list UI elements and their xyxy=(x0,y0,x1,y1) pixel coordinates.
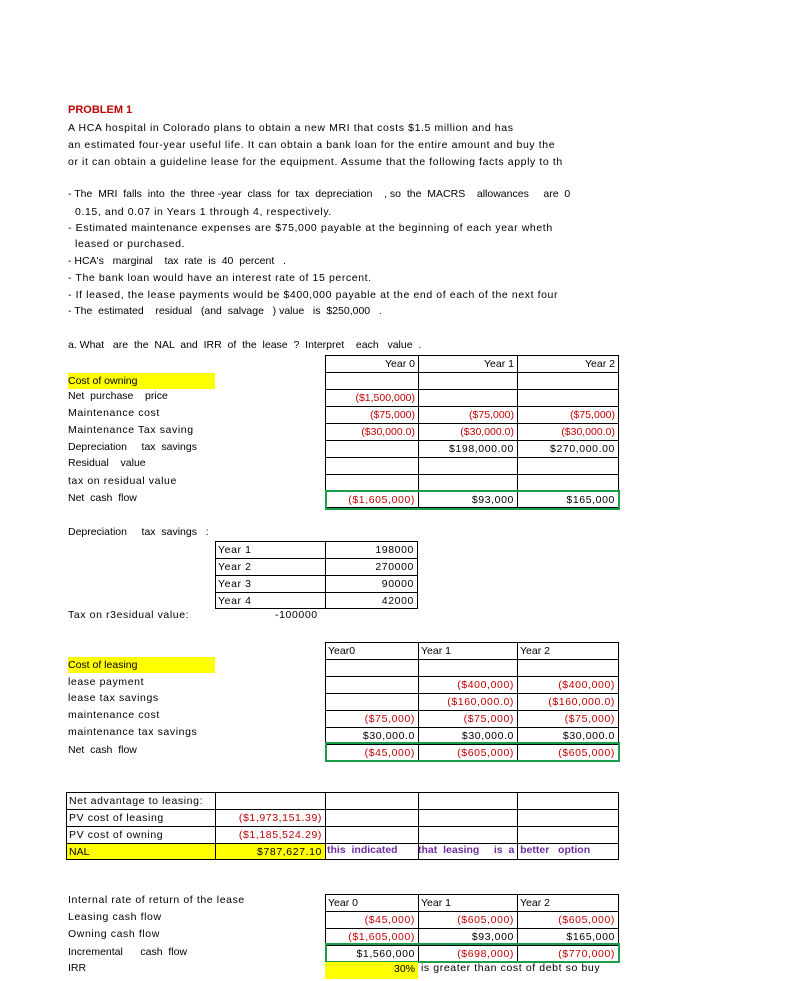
owning-row-label: Residual value xyxy=(68,457,146,469)
fact-line: leased or purchased. xyxy=(68,238,186,250)
irr-cell: $1,560,000 xyxy=(325,945,418,962)
owning-cell xyxy=(418,457,517,474)
owning-cell: ($1,500,000) xyxy=(325,389,418,406)
leasing-cell: ($160,000.0) xyxy=(517,693,619,710)
owning-cell xyxy=(517,474,619,491)
leasing-cell: ($400,000) xyxy=(517,676,619,693)
leasing-cell: ($605,000) xyxy=(418,744,517,761)
irr-label: IRR xyxy=(68,962,87,974)
owning-cell: ($75,000) xyxy=(517,406,619,423)
leasing-header-year1: Year 1 xyxy=(418,642,517,659)
leasing-row-label: lease payment xyxy=(68,676,145,688)
owning-header-year1: Year 1 xyxy=(418,355,517,372)
nal-row-label: PV cost of owning xyxy=(66,826,215,843)
leasing-row-label: maintenance cost xyxy=(68,709,160,721)
dep-value: 42000 xyxy=(325,592,418,609)
owning-cell: ($30,000.0) xyxy=(418,423,517,440)
leasing-cell: ($45,000) xyxy=(325,744,418,761)
nal-row-value: ($1,973,151.39) xyxy=(215,809,325,826)
dep-year: Year 3 xyxy=(215,575,325,592)
leasing-row-label: lease tax savings xyxy=(68,692,159,704)
dep-value: 90000 xyxy=(325,575,418,592)
intro-line: or it can obtain a guideline lease for the equipment. Assume that the following facts apply to th xyxy=(68,156,563,168)
irr-row-label: Leasing cash flow xyxy=(68,911,162,923)
cost-of-owning-label: Cost of owning xyxy=(68,373,215,389)
owning-header-year2: Year 2 xyxy=(517,355,619,372)
owning-row-label: Net purchase price xyxy=(68,390,168,402)
irr-cell: $93,000 xyxy=(418,928,517,945)
owning-cell: ($1,605,000) xyxy=(325,491,418,508)
irr-cell: ($770,000) xyxy=(517,945,619,962)
owning-cell: $165,000 xyxy=(517,491,619,508)
residual-tax-value: -100000 xyxy=(275,609,318,621)
owning-cell: $93,000 xyxy=(418,491,517,508)
question-a: a. What are the NAL and IRR of the lease ? Interpret each value . xyxy=(68,339,422,351)
owning-row-label: Maintenance cost xyxy=(68,407,160,419)
leasing-cell: ($400,000) xyxy=(418,676,517,693)
irr-header-year1: Year 1 xyxy=(418,894,517,911)
irr-value: 30% xyxy=(325,962,418,979)
owning-cell: $270,000.00 xyxy=(517,440,619,457)
irr-cell: ($45,000) xyxy=(325,911,418,928)
dep-year: Year 4 xyxy=(215,592,325,609)
leasing-cell: ($75,000) xyxy=(325,710,418,727)
leasing-cell: $30,000.0 xyxy=(517,727,619,744)
leasing-row-label: Net cash flow xyxy=(68,744,137,756)
fact-line: - The bank loan would have an interest rate of 15 percent. xyxy=(68,272,372,284)
owning-row-label: Maintenance Tax saving xyxy=(68,424,194,436)
owning-netflow-highlight xyxy=(325,490,620,510)
irr-row-label: Owning cash flow xyxy=(68,928,160,940)
leasing-cell: $30,000.0 xyxy=(325,727,418,744)
leasing-row-label: maintenance tax savings xyxy=(68,726,198,738)
nal-row-label: PV cost of leasing xyxy=(66,809,215,826)
leasing-header-year2: Year 2 xyxy=(517,642,619,659)
owning-cell xyxy=(517,389,619,406)
irr-interpretation: is greater than cost of debt so buy xyxy=(421,962,601,974)
intro-line: A HCA hospital in Colorado plans to obtain a new MRI that costs $1.5 million and has xyxy=(68,122,514,134)
owning-header-year0: Year 0 xyxy=(325,355,418,372)
dep-year: Year 2 xyxy=(215,558,325,575)
owning-row-label: Net cash flow xyxy=(68,492,137,504)
cost-of-leasing-label: Cost of leasing xyxy=(68,657,215,673)
fact-line: - If leased, the lease payments would be $400,000 payable at the end of each of the next four xyxy=(68,289,559,301)
leasing-cell: ($75,000) xyxy=(517,710,619,727)
leasing-cell: ($160,000.0) xyxy=(418,693,517,710)
nal-interpretation: this indicated that leasing is a better option xyxy=(327,844,591,856)
nal-header: Net advantage to leasing: xyxy=(66,792,215,809)
fact-line: 0.15, and 0.07 in Years 1 through 4, respectively. xyxy=(68,206,332,218)
irr-section-label: Internal rate of return of the lease xyxy=(68,894,245,906)
dep-value: 270000 xyxy=(325,558,418,575)
leasing-cell: ($605,000) xyxy=(517,744,619,761)
fact-line: - HCA's marginal tax rate is 40 percent . xyxy=(68,255,286,267)
fact-line: - The MRI falls into the three -year class for tax depreciation , so the MACRS allowances are 0 xyxy=(68,188,571,200)
leasing-cell: ($75,000) xyxy=(418,710,517,727)
irr-header-year0: Year 0 xyxy=(325,894,418,911)
owning-cell: ($75,000) xyxy=(325,406,418,423)
owning-cell xyxy=(325,457,418,474)
irr-cell: $165,000 xyxy=(517,928,619,945)
leasing-cell xyxy=(325,676,418,693)
owning-cell: ($75,000) xyxy=(418,406,517,423)
leasing-cell xyxy=(325,693,418,710)
owning-cell: ($30,000.0) xyxy=(517,423,619,440)
owning-cell xyxy=(517,457,619,474)
irr-cell: ($605,000) xyxy=(517,911,619,928)
irr-incremental-highlight xyxy=(325,943,620,963)
owning-cell xyxy=(418,474,517,491)
problem-title: PROBLEM 1 xyxy=(68,104,133,116)
nal-row-value: $787,627.10 xyxy=(215,843,325,860)
fact-line: - Estimated maintenance expenses are $75,000 payable at the beginning of each year wheth xyxy=(68,222,553,234)
owning-cell xyxy=(418,389,517,406)
depreciation-label: Depreciation tax savings : xyxy=(68,526,209,538)
irr-cell: ($698,000) xyxy=(418,945,517,962)
owning-row-label: Depreciation tax savings xyxy=(68,441,197,453)
irr-header-year2: Year 2 xyxy=(517,894,619,911)
leasing-netflow-highlight xyxy=(325,742,620,762)
owning-cell: ($30,000.0) xyxy=(325,423,418,440)
fact-line: - The estimated residual (and salvage ) value is $250,000 . xyxy=(68,305,382,317)
owning-cell xyxy=(325,440,418,457)
leasing-cell: $30,000.0 xyxy=(418,727,517,744)
dep-year: Year 1 xyxy=(215,541,325,558)
irr-cell: ($1,605,000) xyxy=(325,928,418,945)
owning-cell: $198,000.00 xyxy=(418,440,517,457)
owning-row-label: tax on residual value xyxy=(68,475,177,487)
dep-value: 198000 xyxy=(325,541,418,558)
irr-cell: ($605,000) xyxy=(418,911,517,928)
owning-cell xyxy=(325,474,418,491)
residual-tax-label: Tax on r3esidual value: xyxy=(68,609,190,621)
nal-row-value: ($1,185,524.29) xyxy=(215,826,325,843)
intro-line: an estimated four-year useful life. It can obtain a bank loan for the entire amount and buy the xyxy=(68,139,556,151)
leasing-header-year0: Year0 xyxy=(325,642,418,659)
nal-row-label: NAL xyxy=(66,843,215,860)
irr-row-label: Incremental cash flow xyxy=(68,946,188,958)
